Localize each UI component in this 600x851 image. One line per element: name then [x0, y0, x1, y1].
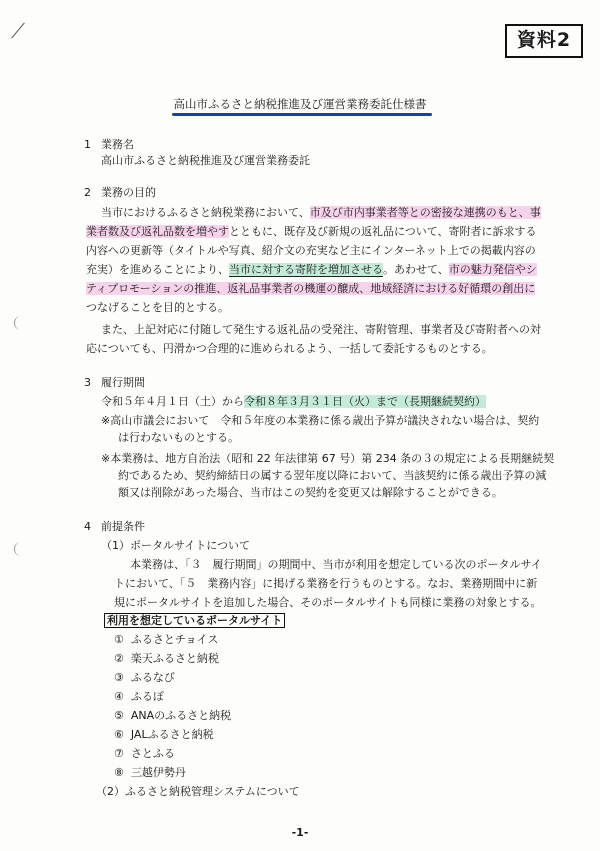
- section-1-heading: 業務名: [101, 138, 134, 151]
- portal-site-item: ③ ふるなび: [114, 671, 175, 684]
- purpose-line: 充実）を進めることにより、当市に対する寄附を増加させる。あわせて、市の魅力発信やシ: [86, 263, 537, 276]
- section-2-heading: 業務の目的: [101, 186, 156, 199]
- purpose-line: 内容への更新等（タイトルや写真、紹介文の充実など主にインターネット上での掲載内容の: [86, 244, 536, 257]
- section-3-number: 3: [84, 376, 91, 389]
- note-line: ※本業務は、地方自治法（昭和 22 年法律第 67 号）第 234 条の３の規定による長期継続契: [101, 452, 555, 465]
- punch-hole: [14, 542, 23, 556]
- subsection-heading: （1）ポータルサイトについて: [101, 539, 251, 552]
- title-underline-marker: [172, 113, 432, 116]
- portal-list-label: 利用を想定しているポータルサイト: [104, 614, 285, 628]
- pen-mark: [11, 23, 25, 39]
- document-stamp: 資料2: [505, 24, 583, 58]
- purpose-line: ティプロモーションの推進、返礼品事業者の機運の醸成、地域経済における好循環の創出に: [86, 282, 536, 295]
- note-line: 額又は削除があった場合、当市はこの契約を変更又は解除することができる。: [118, 486, 503, 499]
- purpose-line: つなげることを目的とする。: [86, 301, 229, 314]
- portal-site-item: ② 楽天ふるさと納税: [114, 652, 219, 665]
- section-4-number: 4: [84, 520, 91, 533]
- note-line: ※高山市議会において 令和５年度の本業務に係る歳出予算が議決されない場合は、契約: [101, 414, 540, 427]
- purpose-line: 当市におけるふるさと納税業務において、市及び市内事業者等との密接な連携のもと、事: [101, 206, 541, 219]
- purpose-line: また、上記対応に付随して発生する返礼品の受発注、寄附管理、事業者及び寄附者への対: [101, 323, 541, 336]
- contract-period: 令和５年４月１日（土）から令和８年３月３１日（火）まで（長期継続契約）: [101, 395, 486, 408]
- portal-site-item: ④ ふるぽ: [114, 690, 164, 703]
- page-number: -1-: [291, 826, 309, 839]
- subsection-body-line: 規にポータルサイトを追加した場合、そのポータルサイトも同様に業務の対象とする。: [114, 596, 542, 609]
- portal-site-item: ① ふるさとチョイス: [114, 633, 219, 646]
- section-1-number: 1: [84, 138, 91, 151]
- section-2-number: 2: [84, 186, 91, 199]
- purpose-line: 業者数及び返礼品数を増やすとともに、既存及び新規の返礼品について、寄附者に訴求する: [86, 225, 537, 238]
- portal-site-item: ⑧ 三越伊勢丹: [114, 766, 186, 779]
- section-3-heading: 履行期間: [101, 376, 145, 389]
- note-line: 約であるため、契約締結日の属する翌年度以降において、当該契約に係る歳出予算の減: [118, 469, 547, 482]
- punch-hole: [14, 316, 23, 330]
- subsection-body-line: トにおいて、「５ 業務内容」に掲げる業務を行うものとする。なお、業務期間中に新: [114, 577, 538, 590]
- portal-site-item: ⑥ JALふるさと納税: [114, 728, 214, 741]
- subsection-body-line: 本業務は、「３ 履行期間」の期間中、当市が利用を想定している次のポータルサイ: [130, 558, 542, 571]
- subsection-heading: （2）ふるさと納税管理システムについて: [96, 785, 300, 798]
- section-1-body: 高山市ふるさと納税推進及び運営業務委託: [101, 154, 310, 167]
- document-title: 高山市ふるさと納税推進及び運営業務委託仕様書: [173, 97, 427, 111]
- section-4-heading: 前提条件: [101, 520, 145, 533]
- portal-site-item: ⑤ ANAのふるさと納税: [114, 709, 232, 722]
- portal-site-item: ⑦ さとふる: [114, 747, 175, 760]
- note-line: は行わないものとする。: [118, 431, 239, 444]
- purpose-line: 応についても、円滑かつ合理的に進められるよう、一括して委託するものとする。: [86, 342, 493, 355]
